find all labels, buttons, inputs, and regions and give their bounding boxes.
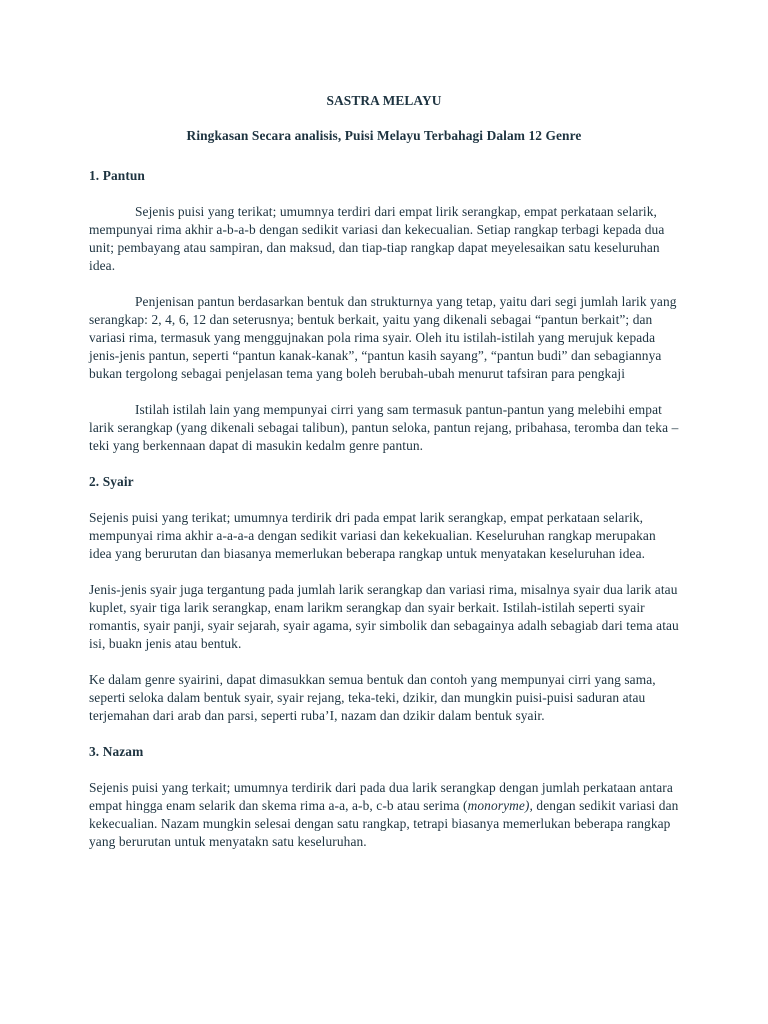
section-pantun	[89, 167, 679, 455]
paragraph: Istilah istilah lain yang mempunyai cirri yang sam termasuk pantun-pantun yang melebihi empat larik serangkap (yang dikenali sebagai talibun), pantun seloka, pantun rejang, pribahasa, teromba dan teka –teki yang berkennaan dapat di masukin kedalm genre pantun.	[89, 402, 679, 453]
paragraph	[89, 779, 679, 851]
paragraph-text: Sejenis puisi yang terkait; umumnya terdirik dari pada dua larik serangkap dengan jumlah perkataan antara empat hingga enam selarik dan skema rima a-a, a-b, c-b atau serima (	[89, 780, 673, 813]
paragraph: Sejenis puisi yang terikat; umumnya terdirik dri pada empat larik serangkap, empat perkataan selarik, mempunyai rima akhir a-a-a-a dengan sedikit variasi dan kekekualian. Keseluruhan rangkap merupakan idea yang berurutan dan biasanya memerlukan beberapa rangkap untuk menyatakan keseluruhan idea.	[89, 510, 656, 561]
paragraph: Jenis-jenis syair juga tergantung pada jumlah larik serangkap dan variasi rima, misalnya syair dua larik atau kuplet, syair tiga larik serangkap, enam larikm serangkap dan syair berkait. Istilah-istilah seperti syair romantis, syair panji, syair sejarah, syair agama, syir simbolik dan sebagainya adalh sebagiab dari tema atau isi, buakn jenis atau bentuk.	[89, 582, 679, 651]
section-heading: 1. Pantun	[89, 168, 145, 183]
document-title: SASTRA MELAYU	[326, 93, 442, 108]
section-syair	[89, 473, 679, 725]
paragraph: Penjenisan pantun berdasarkan bentuk dan strukturnya yang tetap, yaitu dari segi jumlah larik yang serangkap: 2, 4, 6, 12 dan seterusnya; bentuk berkait, yaitu yang dikenali sebagai “pantun berkait”; dan variasi rima, termasuk yang menggujnakan pola rima syair. Oleh itu istilah-istilah yang merujuk kepada jenis-jenis pantun, seperti “pantun kanak-kanak”, “pantun kasih sayang”, “pantun budi” dan sebagiannya bukan tergolong sebagai penjelasan tema yang boleh berubah-ubah menurut tafsiran para pengkaji	[89, 294, 677, 381]
paragraph-italic-term: monoryme),	[467, 798, 533, 813]
document-body	[89, 92, 679, 869]
paragraph-text: dengan sedikit variasi dan kekecualian. Nazam mungkin selesai dengan satu rangkap, tetrapi biasanya memerlukan beberapa rangkap yang berurutan untuk menyatakn satu keseluruhan.	[89, 798, 679, 849]
section-nazam	[89, 743, 679, 851]
paragraph: Sejenis puisi yang terikat; umumnya terdiri dari empat lirik serangkap, empat perkataan selarik, mempunyai rima akhir a-b-a-b dengan sedikit variasi dan kekecualian. Setiap rangkap terbagi kepada dua unit; pembayang atau sampiran, dan maksud, dan tiap-tiap rangkap dapat meyelesaikan satu keseluruhan idea.	[89, 204, 665, 273]
section-heading: 2. Syair	[89, 474, 134, 489]
paragraph: Ke dalam genre syairini, dapat dimasukkan semua bentuk dan contoh yang mempunyai cirri yang sama, seperti seloka dalam bentuk syair, syair rejang, teka-teki, dzikir, dan mungkin puisi-puisi saduran atau terjemahan dari arab dan parsi, seperti ruba’I, nazam dan dzikir dalam bentuk syair.	[89, 672, 656, 723]
document-subtitle: Ringkasan Secara analisis, Puisi Melayu Terbahagi Dalam 12 Genre	[186, 128, 582, 143]
section-heading: 3. Nazam	[89, 744, 144, 759]
